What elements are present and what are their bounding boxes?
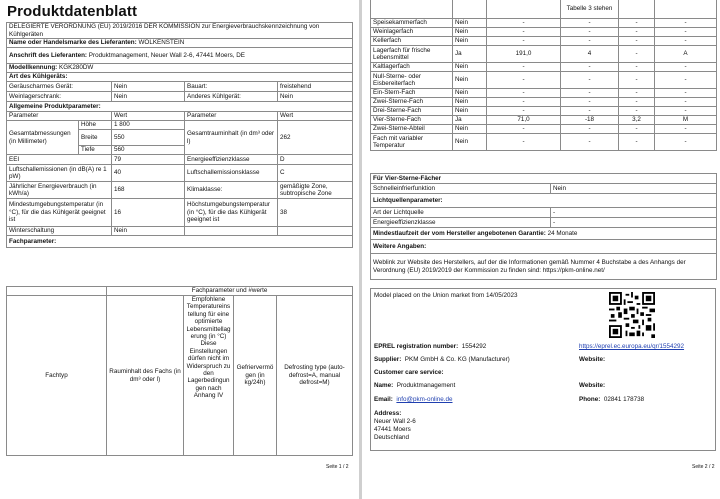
compartment-temp: - [561,125,619,134]
compartment-row [371,19,717,28]
compartment-temp: -18 [561,116,619,125]
compartment-row [371,116,717,125]
phone-row [579,396,644,403]
max-temp-value: 38 [278,199,353,227]
compartment-volume: - [487,134,561,151]
annual-energy-label: Jährlicher Energieverbrauch (in kWh/a) [7,182,112,199]
four-star-header: Für Vier-Sterne-Fächer [371,174,717,184]
compartment-volume: 191,0 [487,46,561,63]
compartment-volume: - [487,89,561,98]
col-param: Parameter [7,112,112,121]
compartment-freeze: - [619,134,655,151]
address-value: Produktmanagement, Neuer Wall 2-6, 47441 Moers, DE [88,51,245,59]
website-label: Website: [579,356,606,363]
noise-class-label: Luftschallemissionsklasse [185,165,278,182]
placed-text: Model placed on the Union market from 14/05/2023 [374,292,518,299]
compartment-freeze: - [619,72,655,89]
email-label: Email: [374,396,393,403]
compartment-row [371,134,717,151]
compartment-present: Nein [453,89,487,98]
climate-value: gemäßigte Zone, subtropische Zone [278,182,353,199]
model-row [7,64,353,73]
compartment-temp: - [561,98,619,107]
compartment-defrost: - [655,28,717,37]
address-line-1: Neuer Wall 2-6 [374,418,416,425]
website2-label: Website: [579,382,606,389]
compartment-temp: - [561,28,619,37]
compartment-header-table [6,286,353,456]
name-label: Name: [374,382,394,389]
compartment-temp: - [561,37,619,46]
address-row [7,48,353,64]
dims-label: Gesamtabmessungen (in Millimeter) [7,121,79,155]
compartment-row [371,46,717,63]
compartment-rows [370,18,717,151]
warranty-label: Mindestlaufzeit der vom Hersteller angebotenen Garantie: [373,229,546,237]
compartment-row [371,28,717,37]
compartment-name: Kaltlagerfach [371,63,453,72]
light-header: Lichtquellenparameter: [371,194,717,208]
compartment-freeze: - [619,63,655,72]
lower-table [370,173,717,280]
supplier-row [7,39,353,48]
weblink-text: Weblink zur Website des Herstellers, auf der die Informationen gemäß Nummer 4 Buchstabe a des Anhangs der Verordnung (EU) 2019/2019 der Kommission zu finden sind: https://pkm-online.net/ [371,254,717,280]
regulation-text: DELEGIERTE VERORDNUNG (EU) 2019/2016 DER KOMMISSION zur Energieverbrauchskennzeichnung von Kühlgeräten [7,23,353,39]
energy-class-value: D [278,155,353,165]
compartment-present: Ja [453,46,487,63]
height-label: Höhe [79,121,112,130]
low-noise-value: Nein [112,82,185,92]
compartment-row [371,125,717,134]
winter-label: Winterschaltung [7,227,112,236]
page-number-2: Seite 2 / 2 [692,464,715,470]
product-info-table [6,22,353,248]
address-label: Anschrift des Lieferanten: [9,51,88,59]
compartment-temp: - [561,134,619,151]
compartment-volume: - [487,37,561,46]
compartment-present: Nein [453,125,487,134]
model-value: KGK280DW [59,64,94,72]
name-value: Produktmanagement [396,382,456,389]
width-value: 550 [112,130,185,146]
col-param-2: Parameter [185,112,278,121]
compartment-defrost: - [655,89,717,98]
compartment-temp: - [561,107,619,116]
annual-energy-value: 168 [112,182,185,199]
total-volume-value: 262 [278,121,353,155]
rauminhalt-header: Rauminhalt des Fachs (in dm³ oder l) [107,296,184,456]
compartment-name: Drei-Sterne-Fach [371,107,453,116]
compartment-present: Nein [453,107,487,116]
compartment-body [371,19,717,151]
compartment-present: Nein [453,28,487,37]
noise-class-value: C [278,165,353,182]
compartment-volume: - [487,72,561,89]
compartment-name: Kellerfach [371,37,453,46]
max-temp-label: Höchstumgebungstemperatur (in °C), für die das Kühlgerät geeignet ist [185,199,278,227]
design-label: Bauart: [185,82,278,92]
eprel-label: EPREL registration number: [374,343,459,350]
compartment-defrost: - [655,134,717,151]
eprel-value: 1554292 [461,343,487,350]
compartment-defrost: - [655,37,717,46]
light-class-label: Energieeffizienzklasse [371,218,551,228]
min-temp-value: 16 [112,199,185,227]
supplier-label: Name oder Handelsmarke des Lieferanten: [9,39,137,47]
compartment-freeze: 3,2 [619,116,655,125]
type-header: Art des Kühlgeräts: [7,73,353,82]
fachtyp-header: Fachtyp [7,296,107,456]
compartment-row [371,37,717,46]
supplier-label: Supplier: [374,356,402,363]
page-1 [0,0,359,499]
model-label: Modellkennung: [9,64,58,72]
compartment-defrost: - [655,98,717,107]
wine-label: Weinlagerschrank: [7,92,112,102]
eprel-link[interactable]: https://eprel.ec.europa.eu/qr/1554292 [579,343,685,350]
compartment-volume: - [487,28,561,37]
more-info-label: Weitere Angaben: [371,240,717,254]
eei-value: 79 [112,155,185,165]
design-value: freistehend [278,82,353,92]
compartment-defrost: - [655,107,717,116]
min-temp-label: Mindestumgebungstemperatur (in °C), für die das Kühlgerät geeignet ist [7,199,112,227]
total-volume-label: Gesamtrauminhalt (in dm³ oder l) [185,121,278,155]
compartment-name: Speisekammerfach [371,19,453,28]
light-type-label: Art der Lichtquelle [371,208,551,218]
supplier-row [374,356,510,363]
eei-label: EEI [7,155,112,165]
phone-value: 02841 178738 [603,396,645,403]
height-value: 1 800 [112,121,185,130]
table3-label: Tabelle 3 stehen [561,0,619,18]
compartment-freeze: - [619,19,655,28]
low-noise-label: Geräuscharmes Gerät: [7,82,112,92]
climate-label: Klimaklasse: [185,182,278,199]
compartment-present: Nein [453,37,487,46]
warranty-value: 24 Monate [547,229,578,237]
compartment-name: Vier-Sterne-Fach [371,116,453,125]
compartment-volume: - [487,63,561,72]
width-label: Breite [79,130,112,146]
compartment-table [370,0,717,19]
compartment-freeze: - [619,98,655,107]
compartment-defrost: A [655,46,717,63]
warranty-row [371,228,717,240]
compartment-present: Nein [453,134,487,151]
compartment-temp: - [561,19,619,28]
compartment-freeze: - [619,46,655,63]
compartment-name: Fach mit variabler Temperatur [371,134,453,151]
winter-value: Nein [112,227,185,236]
compartment-row [371,89,717,98]
quick-freeze-label: Schnelleinfrierfunktion [371,184,551,194]
compartment-freeze: - [619,125,655,134]
compartment-volume: - [487,98,561,107]
eprel-box [370,288,716,451]
address-label: Address: [374,410,402,417]
compartment-row [371,63,717,72]
compartment-present: Nein [453,63,487,72]
defrost-header: Defrosting type (auto-defrost=A, manual defrost=M) [277,296,353,456]
depth-label: Tiefe [79,146,112,155]
page-title: Produktdatenblatt [7,3,138,20]
empfohlen-header: Empfohlene Temperatureinstellung für eine optimierte Lebensmittellagerung (in °C) Diese Einstellungen dürfen nicht im Widerspruch zu den Lagerbedingungen nach Anhang IV [184,296,234,456]
eprel-row [374,343,486,350]
compartment-row [371,107,717,116]
compartment-temp: - [561,89,619,98]
page-2 [362,0,720,499]
compartment-freeze: - [619,89,655,98]
light-type-value: - [551,208,717,218]
compartment-name: Ein-Stern-Fach [371,89,453,98]
fach-header: Fachparameter und #werte [107,287,353,296]
gefrier-header: Gefriervermögen (in kg/24h) [234,296,277,456]
compartment-name: Zwei-Sterne-Abteil [371,125,453,134]
compartment-name: Zwei-Sterne-Fach [371,98,453,107]
compartment-volume: - [487,19,561,28]
name-row [374,382,455,389]
compartment-freeze: - [619,37,655,46]
depth-value: 560 [112,146,185,155]
compartment-defrost: - [655,125,717,134]
col-value-2: Wert [278,112,353,121]
address-line-3: Deutschland [374,434,410,441]
energy-class-label: Energieeffizienzklasse [185,155,278,165]
phone-label: Phone: [579,396,601,403]
email-row [374,396,453,403]
col-value: Wert [112,112,185,121]
compartment-row [371,98,717,107]
other-value: Nein [278,92,353,102]
supplier-value: PKM GmbH & Co. KG (Manufacturer) [404,356,510,363]
compartment-temp: 4 [561,46,619,63]
noise-value: 40 [112,165,185,182]
compartment-defrost: - [655,19,717,28]
compartment-defrost: - [655,63,717,72]
compartment-name: Lagerfach für frische Lebensmittel [371,46,453,63]
compartment-freeze: - [619,28,655,37]
compartment-volume: - [487,107,561,116]
email-link[interactable]: info@pkm-online.de [396,396,453,403]
compartment-present: Nein [453,19,487,28]
supplier-value: WOLKENSTEIN [138,39,185,47]
compartment-temp: - [561,72,619,89]
compartment-volume: - [487,125,561,134]
qr-code-icon [609,292,655,338]
wine-value: Nein [112,92,185,102]
compartment-temp: - [561,63,619,72]
compartment-freeze: - [619,107,655,116]
compartment-present: Ja [453,116,487,125]
noise-label: Luftschallemissionen (in dB(A) re 1 pW) [7,165,112,182]
general-header: Allgemeine Produktparameter: [7,102,353,112]
compartment-volume: 71,0 [487,116,561,125]
compartment-header: Fachparameter: [7,236,353,248]
compartment-defrost: M [655,116,717,125]
customer-care-label: Customer care service: [374,369,444,376]
compartment-name: Weinlagerfach [371,28,453,37]
quick-freeze-value: Nein [551,184,717,194]
light-class-value: - [551,218,717,228]
page-number: Seite 1 / 2 [326,464,349,470]
compartment-present: Nein [453,98,487,107]
compartment-name: Null-Sterne- oder Eisbereiterfach [371,72,453,89]
compartment-defrost: - [655,72,717,89]
compartment-present: Nein [453,72,487,89]
other-label: Anderes Kühlgerät: [185,92,278,102]
compartment-row [371,72,717,89]
address-line-2: 47441 Moers [374,426,411,433]
